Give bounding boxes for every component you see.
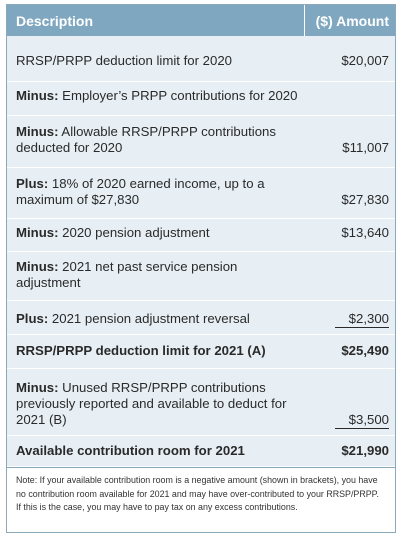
row-text: Available contribution room for 2021 — [16, 443, 245, 458]
row-text: 2020 pension adjustment — [58, 225, 210, 240]
contribution-room-table — [6, 4, 396, 533]
row-amount: $27,830 — [341, 192, 389, 207]
row-prefix: Plus: — [16, 311, 49, 326]
row-prefix: Minus: — [16, 124, 59, 139]
row-divider — [7, 300, 395, 301]
row-amount: $2,300 — [335, 311, 389, 328]
row-text: 18% of 2020 earned income, up to a maximum of $27,830 — [16, 176, 265, 207]
table-row — [7, 123, 395, 156]
table-row — [7, 225, 395, 241]
row-divider — [7, 218, 395, 219]
table-header — [7, 5, 395, 36]
table-row-total — [7, 343, 395, 359]
row-text: 2021 net past service pension adjustment — [16, 259, 238, 290]
table-row — [7, 376, 395, 428]
table-row — [7, 88, 395, 104]
row-divider — [7, 115, 395, 116]
row-amount: $11,007 — [342, 140, 389, 155]
row-text: RRSP/PRPP deduction limit for 2020 — [16, 53, 232, 68]
row-prefix: Minus: — [16, 88, 59, 103]
row-text: Allowable RRSP/PRPP contributions deducted for 2020 — [16, 124, 276, 155]
row-amount: $13,640 — [341, 225, 389, 240]
row-divider — [7, 81, 395, 82]
row-divider — [7, 167, 395, 168]
row-divider — [7, 334, 395, 335]
footnote: Note: If your available contribution room is a negative amount (shown in brackets), you have no contribution room available for 2021 and may have over-contributed to your RRSP/PRPP. If this is the case, you may have to pay tax on any excess contributions. — [7, 467, 395, 532]
row-prefix: Minus: — [16, 380, 59, 395]
table-row — [7, 175, 395, 208]
row-text: Unused RRSP/PRPP contributions previously reported and available to deduct for 2021 (B) — [16, 380, 287, 427]
table-row — [7, 309, 395, 327]
row-prefix: Minus: — [16, 259, 59, 274]
row-text: Employer’s PRPP contributions for 2020 — [58, 88, 298, 103]
header-description: Description — [16, 12, 94, 29]
row-amount: $3,500 — [335, 412, 389, 429]
row-amount: $25,490 — [341, 343, 389, 358]
header-amount: ($) Amount — [304, 5, 395, 36]
row-text: 2021 pension adjustment reversal — [48, 311, 250, 326]
table-row — [7, 258, 395, 291]
row-prefix: Minus: — [16, 225, 59, 240]
table-row — [7, 53, 395, 69]
row-amount: $21,990 — [341, 443, 389, 458]
row-amount: $20,007 — [341, 53, 389, 68]
row-text: RRSP/PRPP deduction limit for 2021 (A) — [16, 343, 266, 358]
row-prefix: Plus: — [16, 176, 49, 191]
table-row-total — [7, 443, 395, 459]
row-divider — [7, 251, 395, 252]
table-body — [7, 36, 395, 466]
row-divider — [7, 435, 395, 436]
row-divider — [7, 368, 395, 369]
